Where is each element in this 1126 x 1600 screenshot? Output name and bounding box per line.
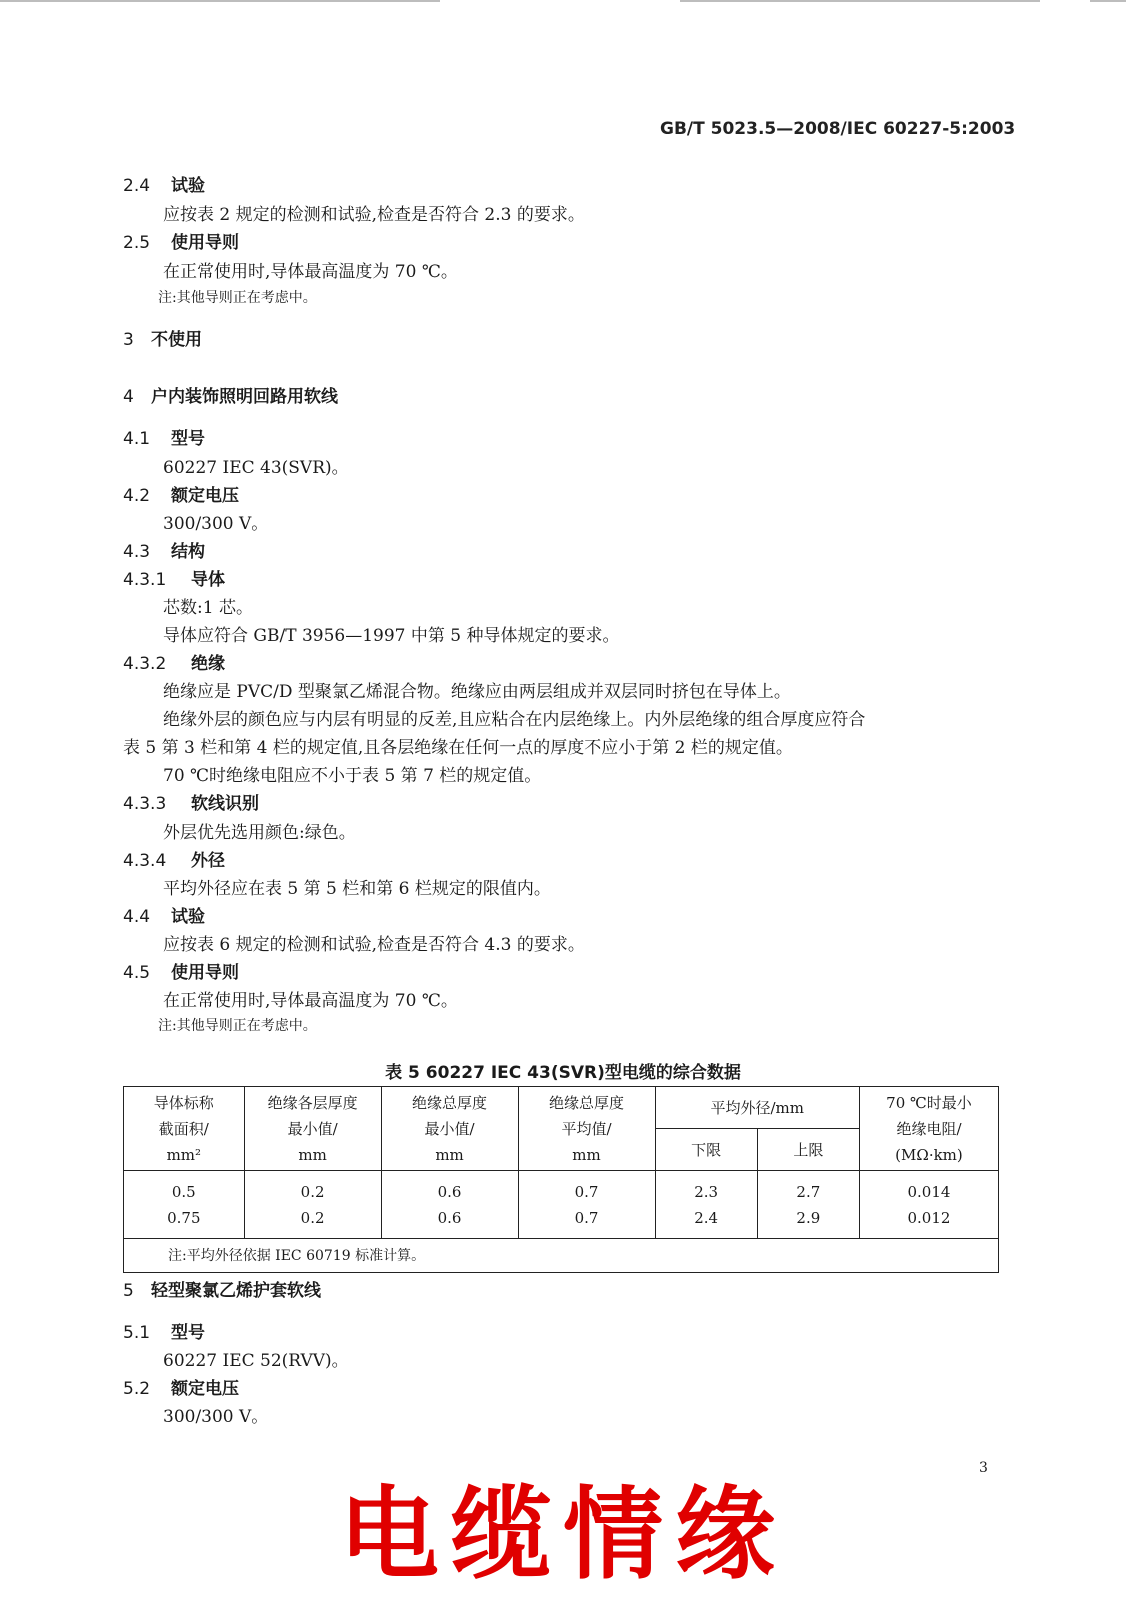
paragraph: 300/300 V。 bbox=[163, 1407, 269, 1427]
section-title: 导体 bbox=[191, 570, 225, 590]
cell bbox=[655, 1171, 757, 1239]
top-edge-line bbox=[0, 0, 440, 2]
section-title: 轻型聚氯乙烯护套软线 bbox=[151, 1281, 321, 1301]
section-4-3-2-heading bbox=[123, 649, 225, 674]
note: 注:其他导则正在考虑中。 bbox=[158, 1018, 317, 1034]
cell-value: 0.7 bbox=[574, 1208, 599, 1227]
top-edge-line bbox=[680, 0, 1040, 2]
section-number: 4.5 bbox=[123, 963, 151, 983]
section-title: 试验 bbox=[171, 176, 205, 196]
cell-value: 0.5 bbox=[171, 1182, 196, 1201]
cell bbox=[124, 1171, 245, 1239]
table-caption: 表 5 60227 IEC 43(SVR)型电缆的综合数据 bbox=[385, 1063, 741, 1083]
section-3-heading bbox=[123, 325, 202, 350]
section-number: 4.2 bbox=[123, 486, 151, 506]
section-number: 4.3.1 bbox=[123, 570, 167, 590]
paragraph: 绝缘应是 PVC/D 型聚氯乙烯混合物。绝缘应由两层组成并双层同时挤包在导体上。 bbox=[163, 682, 791, 702]
header-line: (MΩ·km) bbox=[895, 1145, 963, 1164]
cell-value: 0.6 bbox=[437, 1208, 462, 1227]
cell-value: 0.2 bbox=[300, 1208, 325, 1227]
header-cell: 上限 bbox=[757, 1129, 859, 1171]
paragraph: 70 ℃时绝缘电阻应不小于表 5 第 7 栏的规定值。 bbox=[163, 766, 542, 786]
header-line: 绝缘电阻/ bbox=[896, 1119, 962, 1138]
header-line: 绝缘总厚度 bbox=[412, 1093, 488, 1112]
section-title: 使用导则 bbox=[171, 963, 239, 983]
section-2-5-heading bbox=[123, 228, 239, 253]
table-note: 注:平均外径依据 IEC 60719 标准计算。 bbox=[124, 1239, 999, 1273]
section-5-heading bbox=[123, 1276, 321, 1301]
section-number: 4.3.4 bbox=[123, 851, 167, 871]
section-number: 4.3 bbox=[123, 542, 151, 562]
watermark-text: 电缆情缘 bbox=[339, 1476, 787, 1593]
section-4-5-heading bbox=[123, 958, 239, 983]
paragraph: 60227 IEC 43(SVR)。 bbox=[163, 458, 349, 478]
header-cell bbox=[244, 1087, 381, 1171]
section-title: 外径 bbox=[191, 851, 225, 871]
paragraph: 应按表 6 规定的检测和试验,检查是否符合 4.3 的要求。 bbox=[163, 935, 585, 955]
section-title: 结构 bbox=[171, 542, 205, 562]
table-body bbox=[124, 1171, 999, 1239]
cell-value: 2.4 bbox=[694, 1208, 719, 1227]
paragraph: 绝缘外层的颜色应与内层有明显的反差,且应粘合在内层绝缘上。内外层绝缘的组合厚度应符合 bbox=[163, 710, 866, 730]
header-line: 导体标称 bbox=[153, 1093, 214, 1112]
section-5-2-heading bbox=[123, 1374, 239, 1399]
section-title: 型号 bbox=[171, 1323, 205, 1343]
section-4-3-3-heading bbox=[123, 789, 259, 814]
section-title: 户内装饰照明回路用软线 bbox=[151, 387, 338, 407]
cell bbox=[859, 1171, 998, 1239]
section-4-1-heading bbox=[123, 424, 205, 449]
section-title: 使用导则 bbox=[171, 233, 239, 253]
paragraph: 在正常使用时,导体最高温度为 70 ℃。 bbox=[163, 991, 458, 1011]
section-number: 2.4 bbox=[123, 176, 151, 196]
section-number: 5.2 bbox=[123, 1379, 151, 1399]
data-table bbox=[123, 1086, 999, 1273]
header-line: mm bbox=[435, 1145, 464, 1164]
page-number: 3 bbox=[979, 1460, 988, 1476]
paragraph: 300/300 V。 bbox=[163, 514, 269, 534]
paragraph: 在正常使用时,导体最高温度为 70 ℃。 bbox=[163, 262, 458, 282]
section-4-3-1-heading bbox=[123, 565, 225, 590]
paragraph: 外层优先选用颜色:绿色。 bbox=[163, 823, 356, 843]
cell-value: 0.2 bbox=[300, 1182, 325, 1201]
top-edge-line bbox=[1090, 0, 1126, 2]
section-number: 4 bbox=[123, 387, 134, 407]
header-line: mm bbox=[298, 1145, 327, 1164]
cell-value: 2.3 bbox=[694, 1182, 719, 1201]
cell-value: 0.7 bbox=[574, 1182, 599, 1201]
section-4-3-4-heading bbox=[123, 846, 225, 871]
cell-value: 0.012 bbox=[907, 1208, 951, 1227]
cell bbox=[381, 1171, 518, 1239]
section-number: 4.3.2 bbox=[123, 654, 167, 674]
paragraph: 60227 IEC 52(RVV)。 bbox=[163, 1351, 349, 1371]
cell-value: 2.9 bbox=[796, 1208, 821, 1227]
section-title: 绝缘 bbox=[191, 654, 225, 674]
paragraph: 芯数:1 芯。 bbox=[163, 598, 253, 618]
section-number: 4.3.3 bbox=[123, 794, 167, 814]
cell-value: 0.014 bbox=[907, 1182, 951, 1201]
paragraph: 平均外径应在表 5 第 5 栏和第 6 栏规定的限值内。 bbox=[163, 879, 551, 899]
header-cell bbox=[859, 1087, 998, 1171]
section-4-4-heading bbox=[123, 902, 205, 927]
paragraph: 表 5 第 3 栏和第 4 栏的规定值,且各层绝缘在任何一点的厚度不应小于第 2 栏的规定值。 bbox=[123, 738, 793, 758]
section-number: 4.1 bbox=[123, 429, 151, 449]
section-title: 额定电压 bbox=[171, 486, 239, 506]
section-number: 5 bbox=[123, 1281, 134, 1301]
header-line: 平均值/ bbox=[561, 1119, 612, 1138]
section-4-heading bbox=[123, 382, 338, 407]
note: 注:其他导则正在考虑中。 bbox=[158, 290, 317, 306]
standard-number: GB/T 5023.5—2008/IEC 60227-5:2003 bbox=[660, 119, 1016, 139]
header-line: 截面积/ bbox=[158, 1119, 209, 1138]
section-2-4-heading bbox=[123, 171, 205, 196]
header-cell: 平均外径/mm bbox=[655, 1087, 859, 1129]
section-4-3-heading bbox=[123, 537, 205, 562]
cell bbox=[757, 1171, 859, 1239]
header-line: 绝缘总厚度 bbox=[549, 1093, 625, 1112]
paragraph: 应按表 2 规定的检测和试验,检查是否符合 2.3 的要求。 bbox=[163, 205, 585, 225]
section-title: 额定电压 bbox=[171, 1379, 239, 1399]
section-title: 软线识别 bbox=[191, 794, 259, 814]
section-title: 型号 bbox=[171, 429, 205, 449]
section-number: 3 bbox=[123, 330, 134, 350]
cell bbox=[518, 1171, 655, 1239]
cell bbox=[244, 1171, 381, 1239]
header-line: 最小值/ bbox=[287, 1119, 338, 1138]
cell-value: 0.75 bbox=[167, 1208, 201, 1227]
section-title: 不使用 bbox=[151, 330, 202, 350]
section-number: 5.1 bbox=[123, 1323, 151, 1343]
header-cell bbox=[518, 1087, 655, 1171]
section-number: 4.4 bbox=[123, 907, 151, 927]
header-line: 最小值/ bbox=[424, 1119, 475, 1138]
header-line: 70 ℃时最小 bbox=[886, 1093, 972, 1112]
header-line: mm bbox=[572, 1145, 601, 1164]
cell-value: 0.6 bbox=[437, 1182, 462, 1201]
section-number: 2.5 bbox=[123, 233, 151, 253]
header-cell bbox=[124, 1087, 245, 1171]
header-cell bbox=[381, 1087, 518, 1171]
header-line: 绝缘各层厚度 bbox=[267, 1093, 358, 1112]
section-4-2-heading bbox=[123, 481, 239, 506]
header-cell: 下限 bbox=[655, 1129, 757, 1171]
cell-value: 2.7 bbox=[796, 1182, 821, 1201]
section-5-1-heading bbox=[123, 1318, 205, 1343]
section-title: 试验 bbox=[171, 907, 205, 927]
header-line: mm² bbox=[166, 1145, 202, 1164]
paragraph: 导体应符合 GB/T 3956—1997 中第 5 种导体规定的要求。 bbox=[163, 626, 620, 646]
